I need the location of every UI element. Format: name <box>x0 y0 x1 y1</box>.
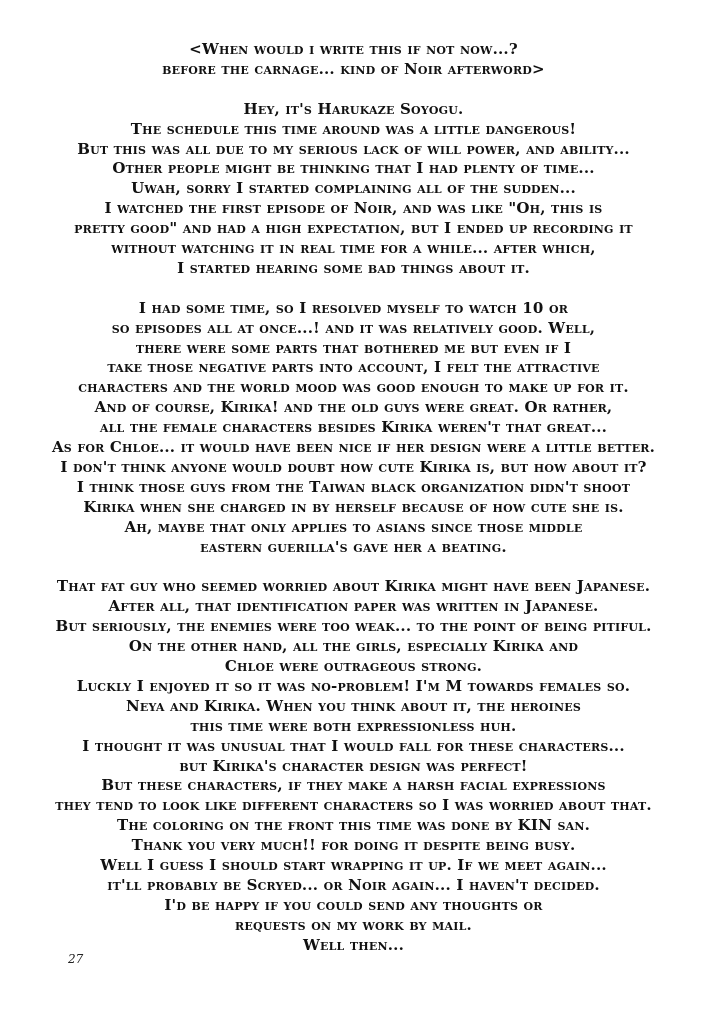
text-line: And of course, Kirika! and the old guys were great. Or rather, <box>94 398 613 417</box>
text-line: requests on my work by mail. <box>235 915 472 934</box>
text-line: I think those guys from the Taiwan black organization didn't shoot <box>76 477 631 496</box>
text-line: eastern guerilla's gave her a beating. <box>200 537 507 556</box>
paragraph-gap <box>10 558 697 578</box>
text-line: there were some parts that bothered me but even if I <box>135 338 572 357</box>
text-line: all the female characters besides Kirika weren't that great... <box>99 418 608 437</box>
text-line: I thought it was unusual that I would fall for these characters... <box>82 736 625 755</box>
text-line: On the other hand, all the girls, especially Kirika and <box>128 637 579 656</box>
text-line: Other people might be thinking that I had plenty of time... <box>112 159 595 178</box>
text-line: But these characters, if they make a harsh facial expressions <box>101 776 606 795</box>
text-line: this time were both expressionless huh. <box>190 716 517 735</box>
text-line: As for Chloe... it would have been nice if her design were a little better. <box>51 438 656 457</box>
heading-line: before the carnage... kind of Noir afterword> <box>162 59 545 78</box>
text-line: take those negative parts into account, I felt the attractive <box>107 358 600 377</box>
text-line: Uwah, sorry I started complaining all of the sudden... <box>131 179 576 198</box>
text-line: But this was all due to my serious lack of will power, and ability... <box>77 139 630 158</box>
text-line: it'll probably be Scryed... or Noir again... I haven't decided. <box>107 876 600 895</box>
text-line: The coloring on the front this time was done by KIN san. <box>116 816 591 835</box>
text-line: Chloe were outrageous strong. <box>224 657 483 676</box>
text-line: I watched the first episode of Noir, and was like "Oh, this is <box>104 199 603 218</box>
text-line: After all, that identification paper was written in Japanese. <box>108 597 599 616</box>
text-line: but Kirika's character design was perfect! <box>179 756 528 775</box>
text-line: Well then... <box>302 935 404 954</box>
text-line: they tend to look like different characters so I was worried about that. <box>55 796 652 815</box>
heading-line: <When would i write this if not now...? <box>189 40 518 58</box>
text-line: Luckly I enjoyed it so it was no-problem! I'm M towards females so. <box>76 676 631 695</box>
paragraph-gap <box>10 80 697 100</box>
text-line: so episodes all at once...! and it was relatively good. Well, <box>111 318 596 337</box>
afterword-text <box>10 40 697 956</box>
text-line: I started hearing some bad things about it. <box>177 258 530 277</box>
text-line: characters and the world mood was good enough to make up for it. <box>78 378 629 397</box>
text-line: I don't think anyone would doubt how cute Kirika is, but how about it? <box>60 458 647 476</box>
text-line: I'd be happy if you could send any thoughts or <box>164 895 543 914</box>
text-line: Hey, it's Harukaze Soyogu. <box>243 99 464 118</box>
text-line: But seriously, the enemies were too weak... to the point of being pitiful. <box>55 617 652 636</box>
text-line: Neya and Kirika. When you think about it, the heroines <box>125 696 582 715</box>
text-line: Well I guess I should start wrapping it up. If we meet again... <box>100 856 607 875</box>
text-line: Kirika when she charged in by herself because of how cute she is. <box>83 497 624 516</box>
text-line: The schedule this time around was a little dangerous! <box>130 119 577 138</box>
text-line: That fat guy who seemed worried about Kirika might have been Japanese. <box>56 577 651 596</box>
paragraph-gap <box>10 279 697 299</box>
text-line: I had some time, so I resolved myself to watch 10 or <box>138 298 569 317</box>
page-number: 27 <box>68 952 84 966</box>
text-line: pretty good" and had a high expectation, but I ended up recording it <box>74 219 633 238</box>
text-line: without watching it in real time for a while... after which, <box>111 239 596 258</box>
text-line: Thank you very much!! for doing it despite being busy. <box>131 836 576 855</box>
text-line: Ah, maybe that only applies to asians since those middle <box>124 517 583 536</box>
